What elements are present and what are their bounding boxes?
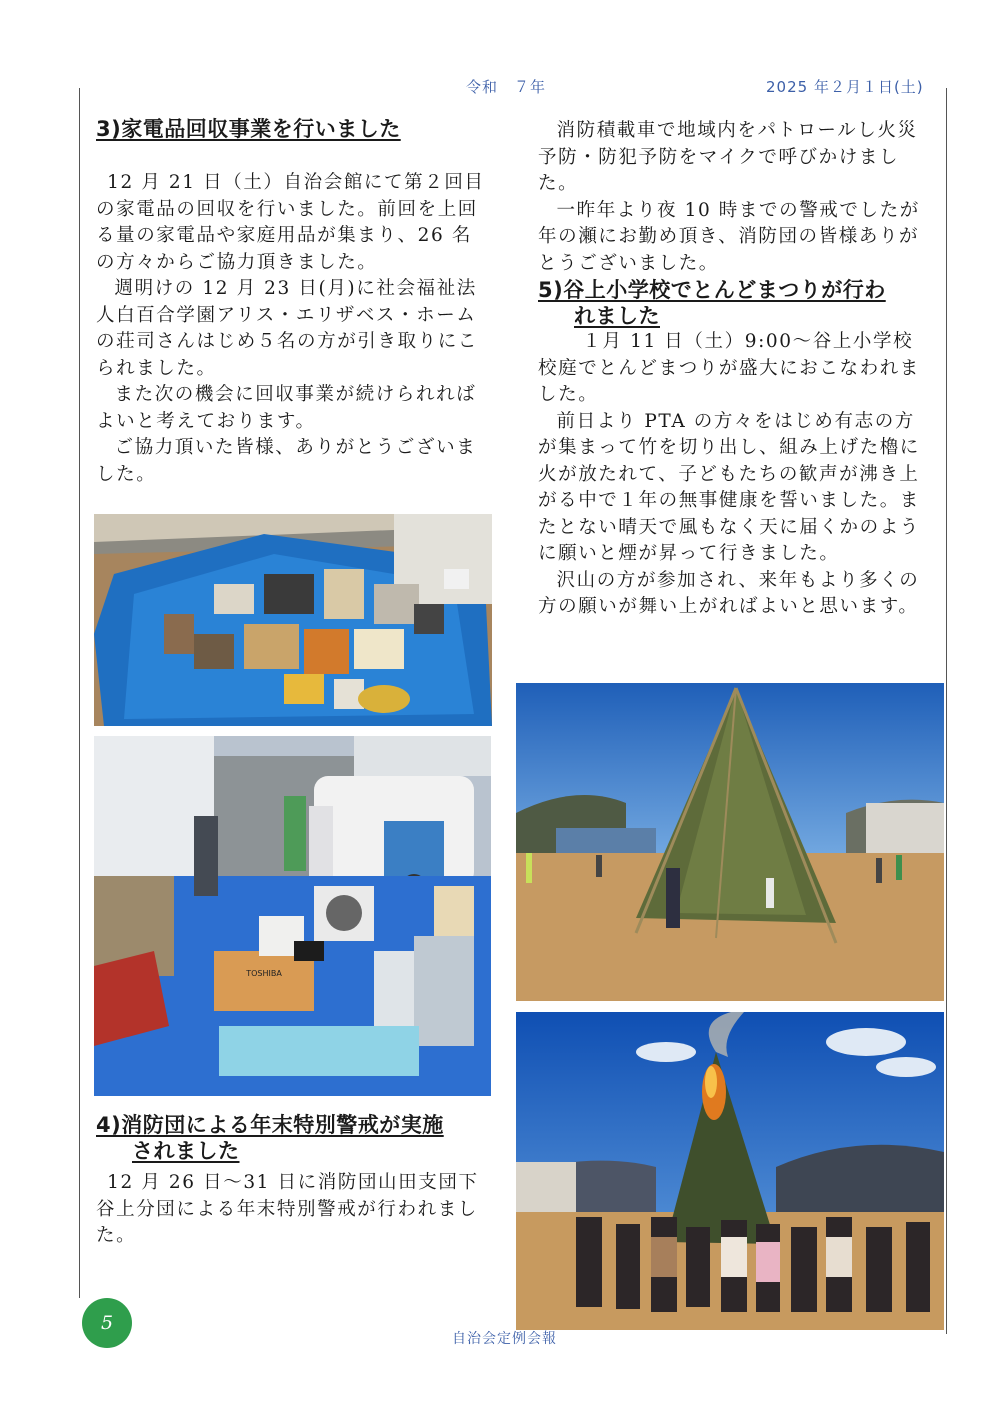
tondo-structure-photo (516, 683, 944, 1001)
section-3-paragraph: 週明けの 12 月 23 日(月)に社会福祉法人白百合学園アリス・エリザベス・ホームの荘司さんはじめ５名の方が引き取りにこられました。 (96, 278, 478, 379)
section-3-paragraph: 12 月 21 日（土）自治会館にて第２回目の家電品の回収を行いました。前回を上回る量の家電品や家庭用品が集まり、26 名の方々からご協力頂きました。 (96, 172, 485, 273)
section-4-title: 4)消防団による年末特別警戒が実施 されました (96, 1113, 444, 1163)
section-5-title: 5)谷上小学校でとんどまつりが行わ れました (538, 278, 886, 328)
right-border-line (946, 88, 947, 1334)
section-3-title: 3)家電品回収事業を行いました (96, 117, 401, 141)
footer-title: 自治会定例会報 (452, 1331, 557, 1347)
left-border-line (79, 88, 80, 1298)
section-3 (96, 116, 488, 488)
header-era: 令和 ７年 (466, 78, 547, 96)
appliance-pickup-photo (94, 736, 491, 1096)
page-number-badge: 5 (82, 1298, 132, 1348)
appliance-collection-photo (94, 514, 492, 726)
section-4-continued-paragraph: 消防積載車で地域内をパトロールし火災予防・防犯予防をマイクで呼びかけました。 (538, 120, 918, 194)
header-date: 2025 年２月１日(土) (766, 78, 924, 96)
tondo-burning-photo (516, 1012, 944, 1330)
section-5-paragraph: １月 11 日（土）9:00〜谷上小学校校庭でとんどまつりが盛大におこなわれました。 (538, 331, 920, 405)
section-4 (96, 1112, 488, 1250)
section-3-paragraph: ご協力頂いた皆様、ありがとうございました。 (96, 437, 477, 485)
section-5-paragraph: 沢山の方が参加され、来年もより多くの方の願いが舞い上がればよいと思います。 (538, 569, 920, 617)
right-column (538, 118, 932, 621)
section-3-paragraph: また次の機会に回収事業が続けられればよいと考えております。 (96, 384, 477, 432)
section-5-paragraph: 前日より PTA の方々をはじめ有志の方が集まって竹を切り出し、組み上げた櫓に火が放たれて、子どもたちの歓声が沸き上がる中で１年の無事健康を誓いました。またとない晴天で風もなく天に届くかのように願いと煙が昇って行きました。 (538, 410, 920, 564)
section-4-continued-paragraph: 一昨年より夜 10 時までの警戒でしたが年の瀬にお勤め頂き、消防団の皆様ありがとうございました。 (538, 199, 920, 274)
section-4-paragraph: 12 月 26 日〜31 日に消防団山田支団下谷上分団による年末特別警戒が行われました。 (96, 1172, 479, 1246)
toshiba-box-label: TOSHIBA (246, 969, 282, 978)
